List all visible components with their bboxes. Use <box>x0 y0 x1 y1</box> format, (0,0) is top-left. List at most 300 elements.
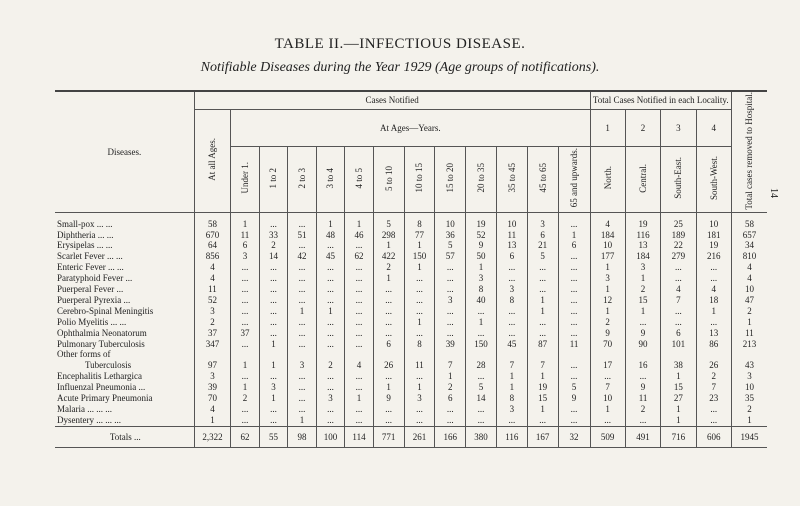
locality-name-header: Central. <box>625 146 660 212</box>
disease-name: Erysipelas ... ... <box>57 240 113 251</box>
table-cell: 2 <box>625 284 660 295</box>
table-cell: 77 <box>404 230 435 241</box>
totals-cell: 32 <box>558 426 590 447</box>
table-cell: 3 <box>496 284 527 295</box>
table-cell: 7 <box>696 382 731 393</box>
table-cell: 19 <box>696 240 731 251</box>
table-cell: 45 <box>496 339 527 350</box>
table-cell: 18 <box>696 295 731 306</box>
table-cell: ... <box>435 317 466 328</box>
table-cell: ... <box>288 295 317 306</box>
table-cell: 19 <box>527 382 558 393</box>
table-cell: ... <box>288 371 317 382</box>
page-title: TABLE II.—INFECTIOUS DISEASE. <box>274 36 526 52</box>
table-cell: ... <box>435 328 466 339</box>
table-cell: ... <box>345 415 374 426</box>
totals-cell: 716 <box>661 426 696 447</box>
age-group-header: 5 to 10 <box>373 146 404 212</box>
table-cell: 184 <box>625 251 660 262</box>
table-cell: 1 <box>466 262 497 273</box>
table-cell <box>435 349 466 360</box>
table-cell: 51 <box>288 230 317 241</box>
table-row <box>55 371 767 382</box>
table-cell: ... <box>661 262 696 273</box>
table-cell: 37 <box>231 328 260 339</box>
table-cell <box>373 349 404 360</box>
table-cell: 3 <box>496 404 527 415</box>
table-cell: 2 <box>259 240 288 251</box>
totals-cell: 114 <box>345 426 374 447</box>
table-cell <box>288 349 317 360</box>
totals-cell: 380 <box>466 426 497 447</box>
table-body <box>55 212 767 447</box>
table-cell <box>590 349 625 360</box>
table-cell: 3 <box>404 393 435 404</box>
table-cell: 28 <box>466 360 497 371</box>
table-cell: ... <box>435 273 466 284</box>
table-cell: 1 <box>316 212 345 229</box>
table-row <box>55 349 767 360</box>
table-cell: 48 <box>316 230 345 241</box>
table-cell: 19 <box>625 212 660 229</box>
table-cell: ... <box>527 273 558 284</box>
table-cell: ... <box>558 404 590 415</box>
table-cell: 856 <box>194 251 231 262</box>
totals-row <box>55 426 767 447</box>
age-group-header: Under 1. <box>231 146 260 212</box>
table-cell: 15 <box>527 393 558 404</box>
table-cell: ... <box>259 415 288 426</box>
table-cell: 87 <box>527 339 558 350</box>
table-cell: 11 <box>731 328 767 339</box>
disease-name: Enteric Fever ... ... <box>57 262 124 273</box>
table-cell: ... <box>231 371 260 382</box>
table-cell: ... <box>558 295 590 306</box>
table-cell: 4 <box>590 212 625 229</box>
table-cell: 7 <box>435 360 466 371</box>
table-cell: 1 <box>590 284 625 295</box>
totals-cell: 491 <box>625 426 660 447</box>
disease-name: Puerperal Pyrexia ... <box>57 294 131 305</box>
table-cell: ... <box>590 415 625 426</box>
table-cell: ... <box>558 415 590 426</box>
totals-cell: 100 <box>316 426 345 447</box>
table-cell: 1 <box>625 306 660 317</box>
table-cell: 3 <box>527 212 558 229</box>
table-cell: 11 <box>496 230 527 241</box>
table-cell: ... <box>496 328 527 339</box>
locality-name-header: North. <box>590 146 625 212</box>
table-cell: 33 <box>259 230 288 241</box>
table-cell: 3 <box>590 273 625 284</box>
table-cell <box>259 349 288 360</box>
table-cell <box>466 349 497 360</box>
table-cell: 1 <box>661 371 696 382</box>
table-cell: ... <box>696 317 731 328</box>
all-ages-header: At all Ages. <box>194 109 231 212</box>
table-cell: 1 <box>345 212 374 229</box>
table-cell: 5 <box>558 382 590 393</box>
table-cell: ... <box>345 240 374 251</box>
totals-cell: 509 <box>590 426 625 447</box>
table-cell: ... <box>696 404 731 415</box>
table-row <box>55 393 767 404</box>
table-cell: ... <box>527 317 558 328</box>
disease-name: Polio Myelitis ... ... <box>57 316 127 327</box>
table-cell: 14 <box>259 251 288 262</box>
table-cell: 3 <box>231 251 260 262</box>
table-cell: ... <box>373 317 404 328</box>
locality-number: 3 <box>661 109 696 146</box>
disease-name: Paratyphoid Fever ... <box>57 273 133 284</box>
table-cell: ... <box>231 306 260 317</box>
table-cell: ... <box>259 328 288 339</box>
table-cell: 16 <box>625 360 660 371</box>
table-cell: ... <box>373 284 404 295</box>
table-cell: ... <box>231 317 260 328</box>
table-cell: 39 <box>194 382 231 393</box>
table-cell: 35 <box>731 393 767 404</box>
table-cell: 8 <box>404 339 435 350</box>
table-cell: ... <box>373 328 404 339</box>
table-cell: ... <box>259 273 288 284</box>
table-cell: ... <box>558 251 590 262</box>
table-cell: ... <box>316 284 345 295</box>
table-cell: 15 <box>661 382 696 393</box>
table-cell: 1 <box>590 262 625 273</box>
table-cell <box>696 349 731 360</box>
table-cell: 177 <box>590 251 625 262</box>
table-cell: 657 <box>731 230 767 241</box>
table-cell: 11 <box>231 230 260 241</box>
table-cell: ... <box>231 273 260 284</box>
table-cell: ... <box>259 284 288 295</box>
table-cell: 181 <box>696 230 731 241</box>
table-cell: ... <box>288 393 317 404</box>
table-cell: 1 <box>435 371 466 382</box>
table-cell: 70 <box>194 393 231 404</box>
table-cell: ... <box>288 284 317 295</box>
table-cell: 45 <box>316 251 345 262</box>
table-cell: 1 <box>345 393 374 404</box>
table-cell: 46 <box>345 230 374 241</box>
table-cell: 14 <box>466 393 497 404</box>
table-cell: ... <box>373 415 404 426</box>
table-cell: 47 <box>731 295 767 306</box>
table-cell: 1 <box>231 382 260 393</box>
locality-name-header: South-East. <box>661 146 696 212</box>
table-cell: ... <box>435 404 466 415</box>
disease-name: Diphtheria ... ... <box>57 229 114 240</box>
totals-cell: 62 <box>231 426 260 447</box>
table-cell: ... <box>373 371 404 382</box>
page-subtitle: Notifiable Diseases during the Year 1929 (Age groups of notifications). <box>200 60 600 75</box>
table-cell: 1 <box>731 317 767 328</box>
table-cell: 8 <box>404 212 435 229</box>
table-cell: 8 <box>466 284 497 295</box>
table-cell: 1 <box>404 317 435 328</box>
table-cell: ... <box>345 306 374 317</box>
table-cell: ... <box>466 328 497 339</box>
table-cell: 2 <box>316 360 345 371</box>
table-cell: ... <box>558 306 590 317</box>
totals-cell: 55 <box>259 426 288 447</box>
table-cell: 1 <box>661 404 696 415</box>
table-cell: 19 <box>466 212 497 229</box>
table-cell: 4 <box>194 262 231 273</box>
totals-cell: 771 <box>373 426 404 447</box>
table-cell: ... <box>404 295 435 306</box>
table-cell: ... <box>558 328 590 339</box>
table-row <box>55 360 767 371</box>
table-cell: 2 <box>731 306 767 317</box>
table-cell: ... <box>558 371 590 382</box>
table-cell: ... <box>288 339 317 350</box>
table-cell: ... <box>696 273 731 284</box>
table-cell: 189 <box>661 230 696 241</box>
table-cell: 10 <box>590 240 625 251</box>
disease-name: Influenzal Pneumonia ... <box>57 382 146 393</box>
table-cell: 3 <box>259 382 288 393</box>
table-cell: 6 <box>231 240 260 251</box>
table-cell: 11 <box>404 360 435 371</box>
table-row <box>55 273 767 284</box>
table-cell: ... <box>259 306 288 317</box>
table-row <box>55 212 767 229</box>
table-cell: ... <box>288 317 317 328</box>
table-cell: 3 <box>731 371 767 382</box>
table-cell: ... <box>496 273 527 284</box>
locality-number: 4 <box>696 109 731 146</box>
table-cell: 22 <box>661 240 696 251</box>
table-cell: 1 <box>466 317 497 328</box>
table-cell: ... <box>345 328 374 339</box>
table-cell: 7 <box>661 295 696 306</box>
table-cell: 6 <box>661 328 696 339</box>
table-cell: 36 <box>435 230 466 241</box>
table-cell <box>661 349 696 360</box>
table-cell: 4 <box>194 273 231 284</box>
table-cell: 1 <box>231 360 260 371</box>
table-cell: 37 <box>194 328 231 339</box>
age-group-header: 10 to 15 <box>404 146 435 212</box>
table-cell: 11 <box>194 284 231 295</box>
table-cell: ... <box>404 371 435 382</box>
table-cell: 34 <box>731 240 767 251</box>
table-cell: ... <box>590 371 625 382</box>
table-cell: ... <box>288 382 317 393</box>
table-cell <box>231 349 260 360</box>
table-cell: 39 <box>435 339 466 350</box>
table-cell: 2 <box>373 262 404 273</box>
table-cell: 23 <box>696 393 731 404</box>
table-cell: ... <box>435 415 466 426</box>
table-cell: 43 <box>731 360 767 371</box>
table-cell: ... <box>288 240 317 251</box>
table-cell: 58 <box>194 212 231 229</box>
disease-name: Ophthalmia Neonatorum <box>57 327 147 338</box>
table-cell: 15 <box>625 295 660 306</box>
table-cell: 1 <box>373 382 404 393</box>
table-cell: ... <box>404 404 435 415</box>
table-cell: ... <box>496 262 527 273</box>
table-cell: 5 <box>435 240 466 251</box>
table-cell: 1 <box>288 415 317 426</box>
table-cell: 3 <box>625 262 660 273</box>
table-cell: ... <box>625 415 660 426</box>
table-cell <box>731 349 767 360</box>
table-cell: ... <box>527 328 558 339</box>
table-cell: ... <box>259 371 288 382</box>
table-cell: ... <box>466 306 497 317</box>
locality-number: 1 <box>590 109 625 146</box>
table-cell: 2 <box>731 404 767 415</box>
cases-notified-header: Cases Notified <box>194 91 590 109</box>
table-cell: 1 <box>231 212 260 229</box>
table-cell: ... <box>435 262 466 273</box>
table-cell: 8 <box>496 295 527 306</box>
table-cell: 1 <box>194 415 231 426</box>
table-cell: 42 <box>288 251 317 262</box>
table-row <box>55 415 767 426</box>
age-group-header: 1 to 2 <box>259 146 288 212</box>
disease-name: Tuberculosis <box>85 360 132 371</box>
table-cell: 10 <box>731 284 767 295</box>
table-cell: ... <box>558 262 590 273</box>
table-cell: 1 <box>590 306 625 317</box>
table-cell: 3 <box>288 360 317 371</box>
table-cell: 9 <box>373 393 404 404</box>
table-row <box>55 404 767 415</box>
table-cell: 5 <box>373 212 404 229</box>
table-cell: ... <box>661 306 696 317</box>
table-cell: ... <box>373 306 404 317</box>
table-cell: 216 <box>696 251 731 262</box>
disease-name: Pulmonary Tuberculosis <box>57 338 145 349</box>
table-cell: 38 <box>661 360 696 371</box>
table-cell: 6 <box>527 230 558 241</box>
table-row <box>55 230 767 241</box>
table-cell: 2 <box>194 317 231 328</box>
table-cell: ... <box>496 415 527 426</box>
table-row <box>55 306 767 317</box>
table-cell: ... <box>661 273 696 284</box>
table-row <box>55 317 767 328</box>
table-cell: ... <box>259 295 288 306</box>
totals-label: Totals ... <box>55 426 194 447</box>
table-cell: ... <box>288 212 317 229</box>
table-cell: 213 <box>731 339 767 350</box>
table-cell: 1 <box>625 273 660 284</box>
table-cell: ... <box>259 212 288 229</box>
table-cell: ... <box>345 284 374 295</box>
table-row <box>55 328 767 339</box>
table-cell: ... <box>345 295 374 306</box>
table-cell: ... <box>558 317 590 328</box>
table-cell: 1 <box>527 404 558 415</box>
locality-header: Total Cases Notified in each Locality. <box>590 91 731 109</box>
table-cell: 9 <box>558 393 590 404</box>
table-cell: ... <box>259 317 288 328</box>
table-cell: 90 <box>625 339 660 350</box>
table-cell: 1 <box>696 306 731 317</box>
table-cell: ... <box>404 284 435 295</box>
table-row <box>55 240 767 251</box>
table-cell: 1 <box>259 360 288 371</box>
table-cell: 670 <box>194 230 231 241</box>
table-cell: ... <box>625 317 660 328</box>
disease-name: Encephalitis Lethargica <box>57 371 143 382</box>
table-cell: 1 <box>259 393 288 404</box>
table-cell: ... <box>435 284 466 295</box>
table-cell: 10 <box>731 382 767 393</box>
disease-name: Other forms of <box>57 349 111 360</box>
table-cell: 64 <box>194 240 231 251</box>
table-cell: 1 <box>316 306 345 317</box>
disease-name: Dysentery ... ... ... <box>57 414 121 425</box>
table-cell: 10 <box>435 212 466 229</box>
table-cell: 13 <box>696 328 731 339</box>
table-cell: 2 <box>231 393 260 404</box>
table-cell: ... <box>496 306 527 317</box>
table-cell: 50 <box>466 251 497 262</box>
table-cell: 2 <box>625 404 660 415</box>
totals-cell: 2,322 <box>194 426 231 447</box>
table-cell: ... <box>625 371 660 382</box>
table-cell: 86 <box>696 339 731 350</box>
table-cell: ... <box>316 382 345 393</box>
table-cell: 26 <box>373 360 404 371</box>
table-cell: 9 <box>625 328 660 339</box>
table-cell: ... <box>496 317 527 328</box>
table-cell: 1 <box>404 262 435 273</box>
table-cell: ... <box>527 415 558 426</box>
table-cell: 10 <box>496 212 527 229</box>
table-row <box>55 251 767 262</box>
table-cell: 1 <box>404 240 435 251</box>
table-cell: 1 <box>496 371 527 382</box>
table-cell <box>496 349 527 360</box>
table-cell: 57 <box>435 251 466 262</box>
disease-name: Small-pox ... ... <box>57 218 113 229</box>
table-cell: 7 <box>527 360 558 371</box>
at-ages-header: At Ages—Years. <box>231 109 590 146</box>
table-cell: ... <box>316 415 345 426</box>
age-group-header: 45 to 65 <box>527 146 558 212</box>
table-cell: 21 <box>527 240 558 251</box>
page-number: 14 <box>768 188 779 198</box>
table-cell <box>316 349 345 360</box>
table-cell: ... <box>316 404 345 415</box>
table-cell: ... <box>316 317 345 328</box>
table-cell: 116 <box>625 230 660 241</box>
disease-name: Acute Primary Pneumonia <box>57 393 153 404</box>
table-cell: 7 <box>590 382 625 393</box>
table-cell: 3 <box>435 295 466 306</box>
table-cell: ... <box>558 212 590 229</box>
table-cell: 1 <box>373 273 404 284</box>
table-cell: ... <box>316 328 345 339</box>
table-cell: ... <box>316 371 345 382</box>
table-cell: 12 <box>590 295 625 306</box>
table-cell: ... <box>345 262 374 273</box>
table-cell: ... <box>288 404 317 415</box>
table-cell: 52 <box>194 295 231 306</box>
table-cell <box>558 349 590 360</box>
disease-name: Cerebro-Spinal Meningitis <box>57 305 154 316</box>
table-cell: ... <box>661 317 696 328</box>
table-row <box>55 339 767 350</box>
